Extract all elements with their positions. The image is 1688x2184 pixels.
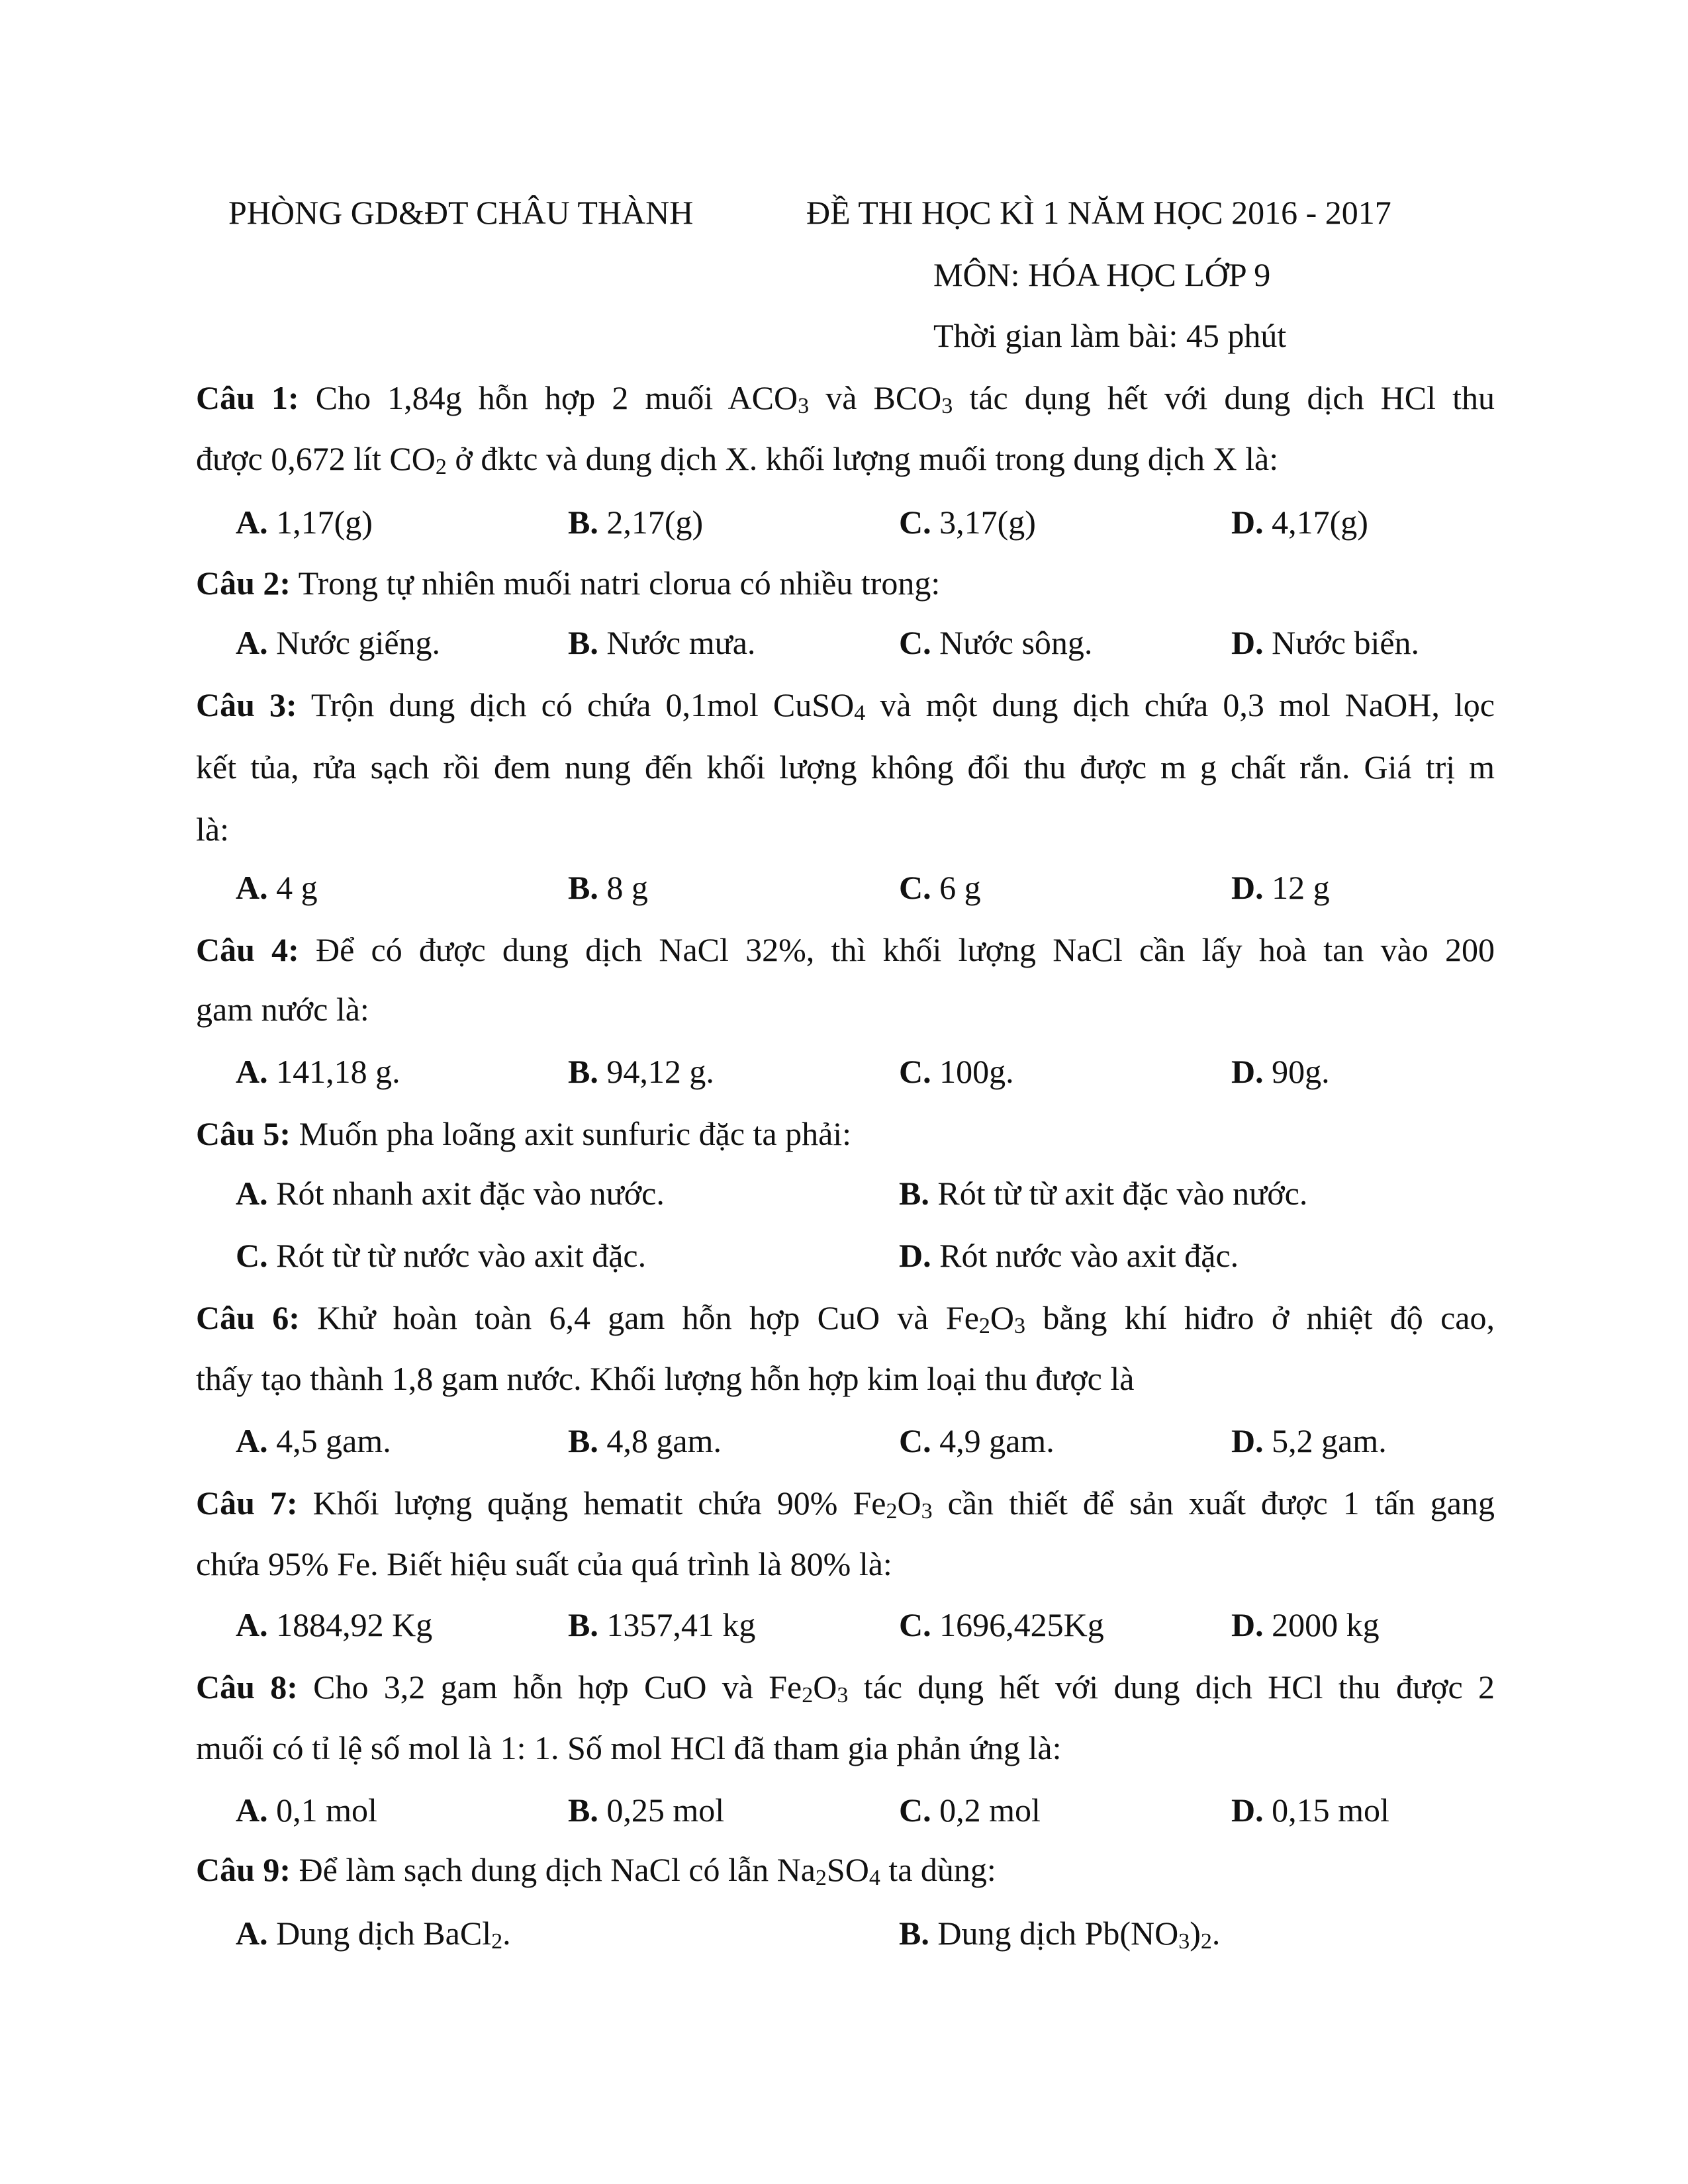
question-label: Câu 3: [196,686,297,723]
question-label: Câu 2: [196,565,291,602]
text-segment: Nước biển. [1263,624,1420,661]
answer-option-a [236,626,440,659]
text-segment: thấy tạo thành 1,8 gam nước. Khối lượng hỗn hợp kim loại thu được là [196,1360,1135,1397]
option-letter: B. [568,624,598,661]
text-segment: Khối lượng quặng hematit chứa 90% Fe [297,1484,886,1522]
question-text-line [196,379,1495,419]
option-letter: D. [1231,1053,1264,1090]
answer-option-a [236,1177,665,1210]
text-segment: Trộn dung dịch có chứa 0,1mol CuSO [297,686,855,723]
text-segment: SO [826,1851,869,1888]
option-letter: A. [236,869,268,906]
option-letter: B. [568,1606,598,1643]
answer-option-b [568,1055,714,1088]
text-segment: gam nước là: [196,991,369,1028]
question-label: Câu 6: [196,1299,300,1336]
question-text-line [196,1299,1495,1339]
text-segment: 4,5 gam. [267,1422,391,1459]
answer-option-d [1231,871,1330,904]
text-segment: 8 g [598,869,648,906]
text-segment: Nước sông. [931,624,1093,661]
text-segment: 4,9 gam. [931,1422,1055,1459]
text-segment: tác dụng hết với dung dịch HCl thu [953,379,1495,416]
text-segment: bằng khí hiđro ở nhiệt độ cao, [1025,1299,1495,1336]
question-text-line [196,813,1495,846]
text-segment: Nước giếng. [267,624,441,661]
question-label: Câu 1: [196,379,299,416]
text-segment: 94,12 g. [598,1053,714,1090]
subscript: 3 [941,394,953,419]
subscript: 3 [1014,1314,1026,1339]
answer-option-a [236,871,318,904]
answer-option-d [1231,1424,1387,1457]
question-text-line [196,1547,1495,1580]
department-name: PHÒNG GD&ĐT CHÂU THÀNH [228,194,694,231]
answer-option-a [236,1608,432,1641]
text-segment: O [897,1484,921,1522]
answer-option-a [236,1794,377,1827]
text-segment: 2,17(g) [598,504,704,541]
question-text-line [196,1668,1495,1708]
question-text-line [196,1731,1495,1764]
option-letter: B. [568,1422,598,1459]
text-segment: Khử hoàn toàn 6,4 gam hỗn hợp CuO và Fe [299,1299,979,1336]
answer-option-b [568,1424,722,1457]
text-segment: . [1211,1915,1221,1952]
text-segment: 6 g [931,869,981,906]
option-letter: C. [899,1606,931,1643]
option-letter: A. [236,1422,268,1459]
subscript: 2 [815,1866,827,1891]
question-text-line [196,1117,1495,1150]
answer-option-b [568,1794,724,1827]
text-segment: Rót từ từ axit đặc vào nước. [929,1175,1308,1212]
question-label: Câu 7: [196,1484,298,1522]
option-letter: A. [236,504,268,541]
option-letter: C. [899,504,931,541]
option-letter: B. [568,869,598,906]
text-segment: 1884,92 Kg [267,1606,433,1643]
answer-option-d [1231,626,1419,659]
option-letter: D. [1231,504,1264,541]
text-segment: chứa 95% Fe. Biết hiệu suất của quá trình là 80% là: [196,1545,892,1582]
exam-title: ĐỀ THI HỌC KÌ 1 NĂM HỌC 2016 - 2017 [806,194,1391,231]
answer-option-a [236,1424,391,1457]
text-segment: 12 g [1263,869,1330,906]
option-letter: A. [236,1053,268,1090]
subscript: 2 [1200,1929,1212,1954]
question-label: Câu 9: [196,1851,291,1888]
option-letter: D. [1231,869,1264,906]
text-segment: và một dung dịch chứa 0,3 mol NaOH, lọc [865,686,1495,723]
text-segment: ta dùng: [880,1851,996,1888]
option-letter: A. [236,1915,268,1952]
option-letter: D. [1231,1422,1264,1459]
option-letter: D. [1231,1606,1264,1643]
option-letter: B. [899,1175,929,1212]
text-segment: 0,15 mol [1263,1792,1389,1829]
answer-option-d [1231,1794,1389,1827]
answer-option-c [899,1424,1055,1457]
text-segment: Cho 3,2 gam hỗn hợp CuO và Fe [297,1668,802,1706]
answer-option-c [236,1239,646,1272]
answer-option-d [1231,506,1368,539]
text-segment: là: [196,811,229,848]
answer-option-a [236,1055,400,1088]
option-letter: A. [236,1606,268,1643]
answer-option-b [568,871,648,904]
text-segment: Để có được dung dịch NaCl 32%, thì khối lượng NaCl cần lấy hoà tan vào 200 [299,931,1495,968]
text-segment: ở đktc và dung dịch X. khối lượng muối trong dung dịch X là: [446,440,1279,477]
option-letter: D. [1231,1792,1264,1829]
option-letter: B. [568,1792,598,1829]
text-segment: Nước mưa. [598,624,756,661]
subscript: 3 [798,394,810,419]
text-segment: tác dụng hết với dung dịch HCl thu được 2 [848,1668,1495,1706]
text-segment: Để làm sạch dung dịch NaCl có lẫn Na [291,1851,816,1888]
subscript: 2 [886,1499,898,1524]
subscript: 2 [978,1314,990,1339]
text-segment: 141,18 g. [267,1053,400,1090]
text-segment: kết tủa, rửa sạch rồi đem nung đến khối lượng không đổi thu được m g chất rắn. Giá trị m [196,749,1495,786]
text-segment: 0,1 mol [267,1792,377,1829]
text-segment: 4 g [267,869,318,906]
text-segment: Muốn pha loãng axit sunfuric đặc ta phải: [291,1115,852,1152]
text-segment: 100g. [931,1053,1014,1090]
text-segment: 4,17(g) [1263,504,1368,541]
text-segment: muối có tỉ lệ số mol là 1: 1. Số mol HCl đã tham gia phản ứng là: [196,1729,1062,1766]
text-segment: Dung dịch Pb(NO [929,1915,1179,1952]
subscript: 3 [837,1683,849,1708]
text-segment: 5,2 gam. [1263,1422,1387,1459]
option-letter: C. [899,869,931,906]
answer-option-d [1231,1055,1330,1088]
answer-option-c [899,1055,1014,1088]
text-segment: 1,17(g) [267,504,373,541]
option-letter: B. [568,504,598,541]
text-segment: 0,2 mol [931,1792,1041,1829]
subscript: 3 [1178,1929,1190,1954]
text-segment: 0,25 mol [598,1792,725,1829]
subscript: 3 [921,1499,933,1524]
question-text-line [196,751,1495,784]
subscript: 4 [868,1866,880,1891]
answer-option-a [236,506,373,539]
text-segment: 1357,41 kg [598,1606,756,1643]
option-letter: A. [236,1792,268,1829]
text-segment: . [502,1915,511,1952]
answer-option-d [1231,1608,1380,1641]
text-segment: được 0,672 lít CO [196,440,436,477]
option-letter: C. [899,624,931,661]
answer-option-b [899,1915,1221,1954]
answer-option-b [568,1608,755,1641]
question-label: Câu 4: [196,931,299,968]
option-letter: D. [1231,624,1264,661]
question-text-line [196,1851,1495,1891]
text-segment: 3,17(g) [931,504,1036,541]
exam-duration: Thời gian làm bài: 45 phút [933,317,1287,354]
question-text-line [196,1484,1495,1524]
subscript: 2 [491,1929,503,1954]
subscript: 2 [435,455,447,480]
answer-option-b [899,1177,1307,1210]
option-letter: C. [899,1422,931,1459]
answer-option-c [899,871,981,904]
subscript: 2 [802,1683,814,1708]
text-segment: Rót từ từ nước vào axit đặc. [267,1237,647,1274]
text-segment: Rót nước vào axit đặc. [931,1237,1239,1274]
answer-option-c [899,1608,1104,1641]
text-segment: 2000 kg [1263,1606,1380,1643]
answer-option-c [899,626,1092,659]
exam-subject: MÔN: HÓA HỌC LỚP 9 [933,256,1271,293]
question-text-line [196,933,1495,966]
subscript: 4 [854,701,866,726]
option-letter: A. [236,624,268,661]
answer-option-c [899,1794,1041,1827]
question-text-line [196,993,1495,1026]
answer-option-b [568,506,703,539]
question-label: Câu 8: [196,1668,298,1706]
question-text-line [196,567,1495,600]
answer-option-d [899,1239,1239,1272]
option-letter: B. [568,1053,598,1090]
question-text-line [196,1362,1495,1395]
text-segment: 1696,425Kg [931,1606,1104,1643]
answer-option-a [236,1915,511,1954]
text-segment: Trong tự nhiên muối natri clorua có nhiều trong: [291,565,941,602]
text-segment: cần thiết để sản xuất được 1 tấn gang [932,1484,1495,1522]
question-label: Câu 5: [196,1115,291,1152]
text-segment: 90g. [1263,1053,1330,1090]
text-segment: và BCO [809,379,942,416]
text-segment: ) [1190,1915,1201,1952]
text-segment: 4,8 gam. [598,1422,722,1459]
text-segment: Cho 1,84g hỗn hợp 2 muối ACO [299,379,798,416]
option-letter: B. [899,1915,929,1952]
text-segment: Rót nhanh axit đặc vào nước. [267,1175,665,1212]
text-segment: O [813,1668,837,1706]
option-letter: C. [236,1237,268,1274]
option-letter: D. [899,1237,931,1274]
answer-option-c [899,506,1036,539]
question-text-line [196,686,1495,726]
option-letter: A. [236,1175,268,1212]
text-segment: Dung dịch BaCl [267,1915,492,1952]
answer-option-b [568,626,755,659]
option-letter: C. [899,1792,931,1829]
text-segment: O [990,1299,1015,1336]
option-letter: C. [899,1053,931,1090]
question-text-line [196,440,1495,480]
